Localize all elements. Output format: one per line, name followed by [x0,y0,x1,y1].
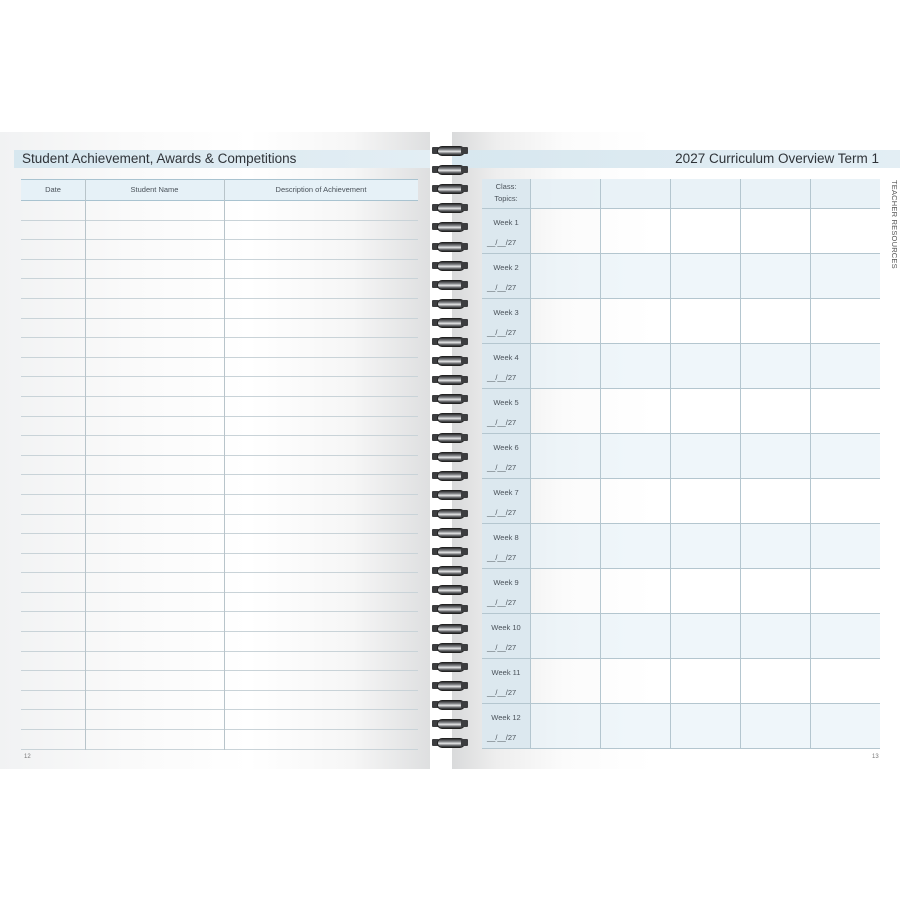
week-date: __/__/27 [487,328,517,337]
week-label: Week 12 [491,713,521,722]
column-header-description: Description of Achievement [275,185,367,194]
column-header-date: Date [45,185,61,194]
binding-coil [432,337,468,346]
binding-coil [432,356,468,365]
week-label: Week 10 [491,623,521,632]
binding-coil [432,566,468,575]
week-row [482,209,880,254]
week-label-cell [482,569,530,613]
table-row [21,593,418,613]
week-label-cell [482,524,530,568]
binding-coil [432,433,468,442]
page-number: 12 [24,754,31,760]
achievement-rows [21,201,418,750]
achievement-table [21,179,418,750]
week-label: Week 11 [491,668,521,677]
binding-coil [432,299,468,308]
week-row [482,524,880,569]
binding-coil [432,184,468,193]
teacher-resources-tab: TEACHER RESOURCES [890,180,899,269]
binding-coil [432,624,468,633]
table-row [21,299,418,319]
week-row [482,704,880,749]
week-label: Week 9 [493,578,519,587]
week-label-cell [482,299,530,343]
week-label: Week 7 [493,488,519,497]
week-date: __/__/27 [487,733,517,742]
binding-coil [432,547,468,556]
binding-coil [432,643,468,652]
table-row [21,515,418,535]
spiral-binding [430,146,470,756]
class-topics-label [482,179,530,208]
binding-coil [432,222,468,231]
header-cell [671,179,740,208]
table-row [21,201,418,221]
week-label-cell [482,344,530,388]
table-row [21,554,418,574]
week-label: Week 5 [493,398,519,407]
table-row [21,691,418,711]
week-label-cell [482,659,530,703]
table-row [21,221,418,241]
week-label-cell [482,479,530,523]
binding-coil [432,242,468,251]
table-row [21,475,418,495]
week-date: __/__/27 [487,373,517,382]
binding-coil [432,681,468,690]
week-row [482,254,880,299]
week-rows [482,209,880,749]
binding-coil [432,509,468,518]
left-page [0,132,430,769]
column-header-student-name: Student Name [130,185,179,194]
curriculum-grid-header [482,179,880,209]
week-label: Week 6 [493,443,519,452]
binding-coil [432,471,468,480]
table-row [21,358,418,378]
week-label: Week 2 [493,263,519,272]
week-date: __/__/27 [487,463,517,472]
week-date: __/__/27 [487,643,517,652]
left-page-title: Student Achievement, Awards & Competitions [14,150,430,168]
binding-coil [432,413,468,422]
table-row [21,240,418,260]
table-row [21,319,418,339]
table-row [21,377,418,397]
binding-coil [432,394,468,403]
binding-coil [432,662,468,671]
week-label-cell [482,434,530,478]
table-row [21,612,418,632]
week-row [482,434,880,479]
grid-divider [530,179,531,749]
table-row [21,671,418,691]
header-cell [741,179,810,208]
table-row [21,417,418,437]
achievement-table-header [21,179,418,201]
grid-divider [740,179,741,749]
week-date: __/__/27 [487,688,517,697]
table-row [21,338,418,358]
week-row [482,479,880,524]
week-row [482,389,880,434]
table-row [21,436,418,456]
binding-coil [432,318,468,327]
class-label: Class: [495,182,517,191]
header-cell [531,179,600,208]
column-divider [224,179,225,750]
week-label: Week 3 [493,308,519,317]
week-label: Week 1 [493,218,519,227]
binding-coil [432,719,468,728]
table-row [21,260,418,280]
binding-coil [432,261,468,270]
binding-coil [432,280,468,289]
binding-coil [432,604,468,613]
week-row [482,299,880,344]
week-date: __/__/27 [487,553,517,562]
table-row [21,730,418,750]
table-row [21,652,418,672]
week-row [482,569,880,614]
week-label-cell [482,614,530,658]
table-row [21,573,418,593]
week-label: Week 4 [493,353,519,362]
table-row [21,279,418,299]
week-date: __/__/27 [487,238,517,247]
week-row [482,614,880,659]
week-label-cell [482,389,530,433]
week-date: __/__/27 [487,598,517,607]
week-date: __/__/27 [487,418,517,427]
binding-coil [432,146,468,155]
week-label: Week 8 [493,533,519,542]
grid-divider [810,179,811,749]
table-row [21,710,418,730]
week-label-cell [482,254,530,298]
binding-coil [432,375,468,384]
topics-label: Topics: [494,194,518,203]
grid-divider [670,179,671,749]
grid-divider [600,179,601,749]
header-cell [811,179,880,208]
binding-coil [432,528,468,537]
table-row [21,495,418,515]
right-page-title: 2027 Curriculum Overview Term 1 [452,150,900,168]
week-label-cell [482,209,530,253]
week-label-cell [482,704,530,748]
week-row [482,659,880,704]
column-divider [85,179,86,750]
binding-coil [432,490,468,499]
header-cell [601,179,670,208]
week-date: __/__/27 [487,508,517,517]
table-row [21,534,418,554]
week-date: __/__/27 [487,283,517,292]
table-row [21,397,418,417]
binding-coil [432,738,468,747]
binding-coil [432,585,468,594]
binding-coil [432,165,468,174]
table-row [21,456,418,476]
table-row [21,632,418,652]
right-page [452,132,900,769]
week-row [482,344,880,389]
binding-coil [432,452,468,461]
binding-coil [432,700,468,709]
page-number: 13 [872,754,879,760]
curriculum-grid [482,179,880,749]
binding-coil [432,203,468,212]
